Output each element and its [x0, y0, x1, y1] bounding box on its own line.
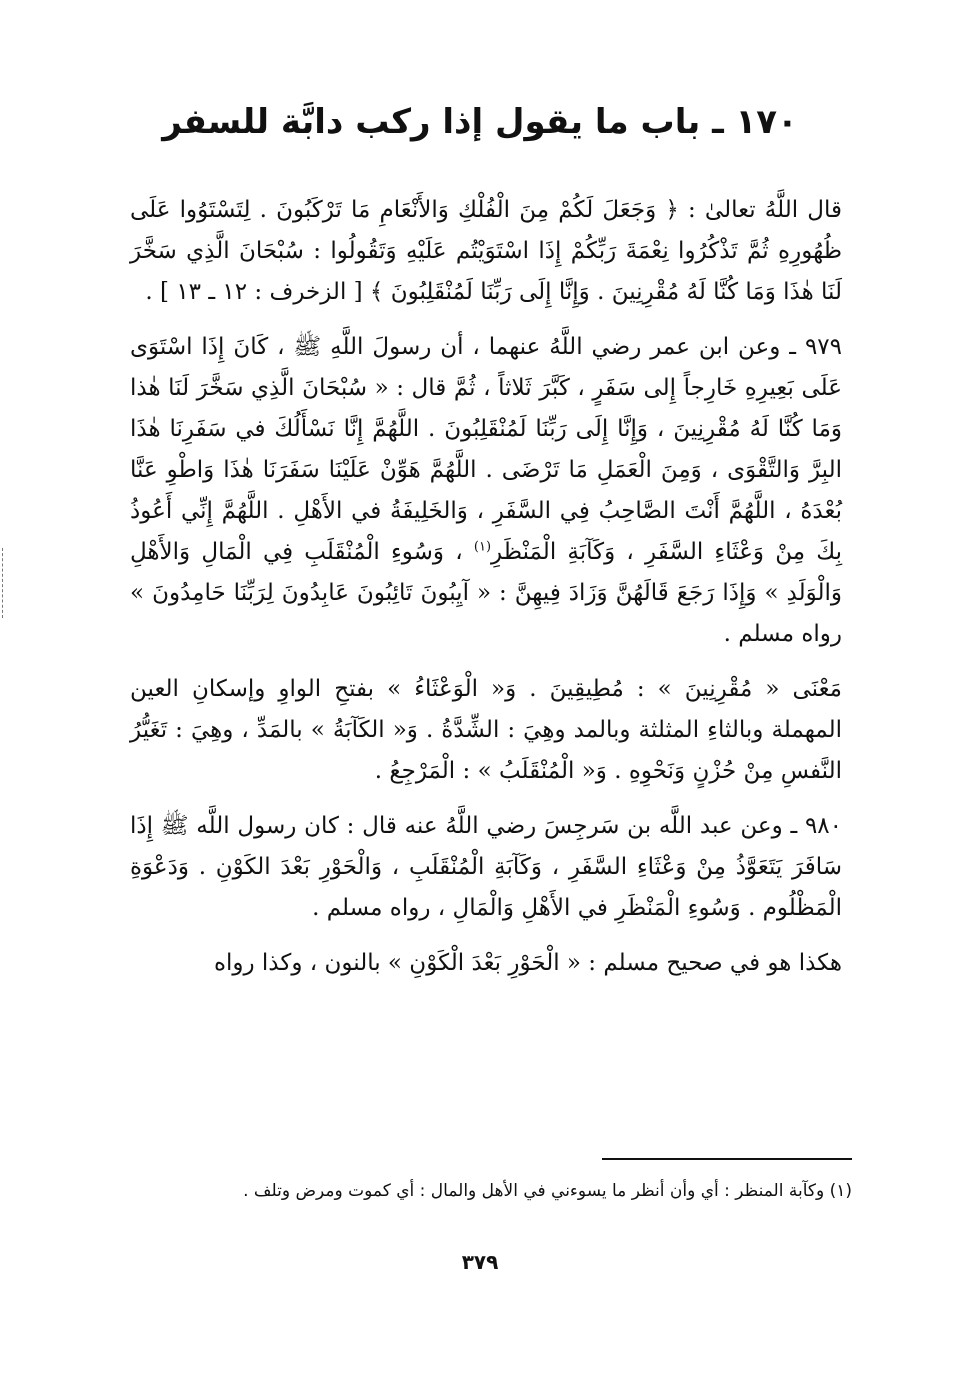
footnote: (١) وكآبة المنظر : أي وأن أنظر ما يسوءني في الأهل والمال : أي كموت ومرض وتلف . — [243, 1181, 852, 1201]
footnote-reference: (١) — [473, 539, 492, 555]
footnote-divider — [602, 1158, 852, 1160]
margin-scan-marks — [2, 548, 6, 618]
page-body — [130, 190, 842, 998]
note-paragraph: هكذا هو في صحيح مسلم : « الْحَوْرِ بَعْدَ الْكَوْنِ » بالنون ، وكذا رواه — [213, 950, 842, 976]
hadith-979-paragraph — [130, 327, 842, 655]
hadith-980-paragraph: ٩٨٠ ـ وعن عبد اللَّه بن سَرجِسَ رضي اللَّهُ عنه قال : كان رسول اللَّه ﷺ إِذَا سَافَرَ يَتَعَوَّذُ مِنْ وَعْثَاءِ السَّفَرِ ، وَكَآبَةِ الْمُنْقَلَبِ ، وَالْحَوْرِ بَعْدَ الكَوْنِ . وَدَعْوَةِ الْمَظْلُوم . وَسُوءِ الْمَنْظَرِ في الأَهْلِ وَالْمَالِ ، رواه مسلم . — [130, 813, 842, 921]
quran-verse-paragraph: قال اللَّهُ تعالىٰ : ﴿ وَجَعَلَ لَكُمْ مِنَ الْفُلْكِ وَالأَنْعَامِ مَا تَرْكَبُونَ . لِتَسْتَوُوا عَلَى ظُهُورِهِ ثُمَّ تَذْكُرُوا نِعْمَةَ رَبِّكُمْ إِذَا اسْتَوَيْتُم عَلَيْهِ وَتَقُولُوا : سُبْحَانَ الَّذِي سَخَّرَ لَنَا هٰذَا وَمَا كُنَّا لَهُ مُقْرِنِينَ . وَإِنَّا إِلَى رَبِّنَا لَمُنْقَلِبُونَ ﴾ [ الزخرف : ١٢ ـ ١٣ ] . — [130, 197, 842, 305]
hadith-979-text: ٩٧٩ ـ وعن ابن عمر رضي اللَّهُ عنهما ، أن رسولَ اللَّهِ ﷺ ، كَانَ إِذَا اسْتَوَى عَلَى بَعِيرِهِ خَارِجاً إِلى سَفَرٍ ، كَبَّرَ ثَلاثاً ، ثُمَّ قال : « سُبْحَانَ الَّذِي سَخَّرَ لَنَا هٰذا وَمَا كُنَّا لَهُ مُقْرِنِينَ ، وَإِنَّا إِلَى رَبِّنَا لَمُنْقَلِبُونَ . اللَّهُمَّ إِنَّا نَسْأَلُكَ في سَفَرِنَا هٰذَا البِرَّ وَالتَّقْوَى ، وَمِنَ الْعَمَلِ مَا تَرْضَى . اللَّهُمَّ هَوِّنْ عَلَيْنَا سَفَرَنَا هٰذَا وَاطْوِ عَنَّا بُعْدَهُ ، اللَّهُمَّ أَنْتَ الصَّاحِبُ فِي السَّفَرِ ، وَالخَلِيفَةُ في الأَهْلِ . اللَّهُمَّ إِنِّي أَعُوذُ بِكَ مِنْ وَعْثَاءِ السَّفَرِ ، وَكَآبَةِ الْمَنْظَرِ — [130, 334, 843, 565]
hadith-979-continuation: ، وَسُوءِ الْمُنْقَلَبِ فِي الْمَالِ وَالأَهْلِ وَالْوَلَدِ » وَإِذَا رَجَعَ قَالَهُنَّ وَزَادَ فِيهِنَّ : « آيِبُونَ تَائِبُونَ عَابِدُونَ لِرَبِّنَا حَامِدُونَ » رواه مسلم . — [130, 539, 842, 647]
explanation-paragraph: مَعْنَى « مُقْرِنِينَ » : مُطِيقِينَ . وَ« الْوَعْثَاءُ » بفتحِ الواوِ وإسكانِ العين المهملة وبالثاءِ المثلثة وبالمد وهِيَ : الشِّدَّةُ . وَ« الكَآبَةُ » بالمَدِّ ، وهِيَ : تَغَيُّرُ النَّفسِ مِنْ حُزْنٍ وَنَحْوِهِ . وَ« الْمُنْقَلَبُ » : الْمَرْجِعُ . — [130, 676, 842, 784]
page-number: ٣٧٩ — [461, 1250, 499, 1274]
chapter-heading: ١٧٠ ـ باب ما يقول إذا ركب دابَّة للسفر — [162, 102, 798, 142]
